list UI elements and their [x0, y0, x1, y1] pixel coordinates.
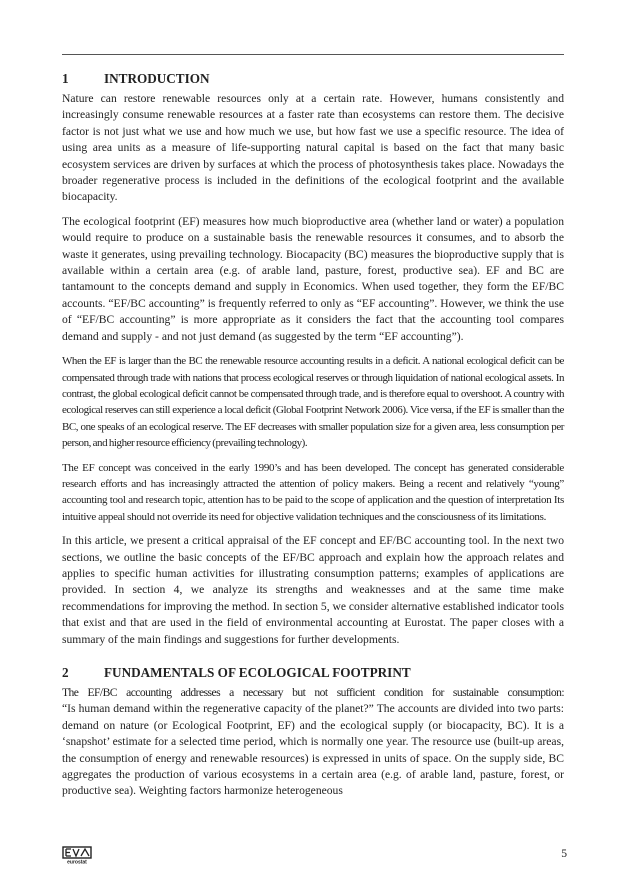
section-number: 1 [62, 71, 69, 86]
paragraph [62, 685, 564, 800]
paragraph: The ecological footprint (EF) measures how much bioproductive area (whether land or water) a population would require to produce on a sustainable basis the renewable resources it consumes, and to absorb the waste it generates, using prevailing technology. Biocapacity (BC) measures the bioproductive supply that is available within a certain area (e.g. of arable land, pasture, forest, productive sea). EF and BC are tantamount to the concepts demand and supply in Economics. When used together, they form the EF/BC accounts. “EF/BC accounting” is frequently referred to only as “EF accounting”. However, we think the use of “EF/BC accounting” is more appropriate as it considers the fact that the accounting tool compares demand and supply - and not just demand (as suggested by the term “EF accounting”). [62, 214, 564, 343]
paragraph-first-line: The EF/BC accounting addresses a necessary but not sufficient condition for sustainable consumption: [62, 686, 564, 699]
header-rule [62, 54, 564, 55]
section-number: 2 [62, 665, 69, 680]
section-title: FUNDAMENTALS OF ECOLOGICAL FOOTPRINT [104, 665, 411, 680]
paragraph: The EF concept was conceived in the early 1990’s and has been developed. The concept has generated considerable research efforts and has increasingly attracted the attention of policy makers. Being a recent and relatively “young” accounting tool and research topic, attention has to be paid to the scope of application and the question of interpretation Its intuitive appeal should not override its need for objective validation techniques and the consciousness of its limitations. [62, 461, 564, 523]
section-2-heading [62, 664, 564, 682]
eurostat-logo-icon [62, 846, 92, 864]
paragraph: Nature can restore renewable resources only at a certain rate. However, humans consistently and increasingly consume renewable resources at a faster rate than ecosystems can restore them. The decisive factor is not just what we use and how much we use, but how fast we use a specific resource. The idea of using area units as a measure of life-supporting natural capital is based on the fact that many basic ecosystem services are driven by surfaces at which the process of photosynthesis takes place. Nowadays the broader regenerative process is included in the definitions of the ecological footprint and the available biocapacity. [62, 92, 564, 204]
paragraph: When the EF is larger than the BC the renewable resource accounting results in a deficit. A national ecological deficit can be compensated through trade with nations that process ecological reserves or through liquidation of national ecological assets. In contrast, the global ecological deficit cannot be compensated through trade, and is therefore equal to overshoot. A country with ecological reserves can still experience a local deficit (Global Footprint Network 2006). Vice versa, if the EF is smaller than the BC, one speaks of an ecological reserve. The EF decreases with smaller population size for a given area, less consumption per person, and higher resource efficiency (prevailing technology). [62, 355, 564, 450]
paragraph: In this article, we present a critical appraisal of the EF concept and EF/BC accounting tool. In the next two sections, we outline the basic concepts of the EF/BC approach and explain how the approach relates and applies to specific human activities for illustrating consumption patterns; examples of applications are provided. In section 4, we analyze its strengths and weaknesses and at the same time make recommendations for improving the method. In section 5, we consider alternative established indicator tools that exist and that are used in the field of environmental accounting at Eurostat. The paper closes with a summary of the main findings and suggestions for further developments. [62, 534, 564, 646]
section-title: INTRODUCTION [104, 71, 210, 86]
page-body [62, 70, 564, 808]
page-number: 5 [561, 847, 567, 860]
logo-text: eurostat [67, 859, 87, 864]
paragraph-rest: “Is human demand within the regenerative capacity of the planet?” The accounts are divided into two parts: demand on nature (or Ecological Footprint, EF) and the ecological supply (or biocapacity, BC). It is a ‘snapshot’ estimate for a selected time period, which is normally one year. The resource use (built-up areas, the consumption of energy and renewable resources) is expressed in units of space. On the supply side, BC aggregates the production of various ecosystems in a certain area (e.g. of arable land, pasture, forest, or productive sea). Weighting factors harmonize heterogeneous [62, 702, 564, 798]
section-1-heading [62, 70, 564, 88]
